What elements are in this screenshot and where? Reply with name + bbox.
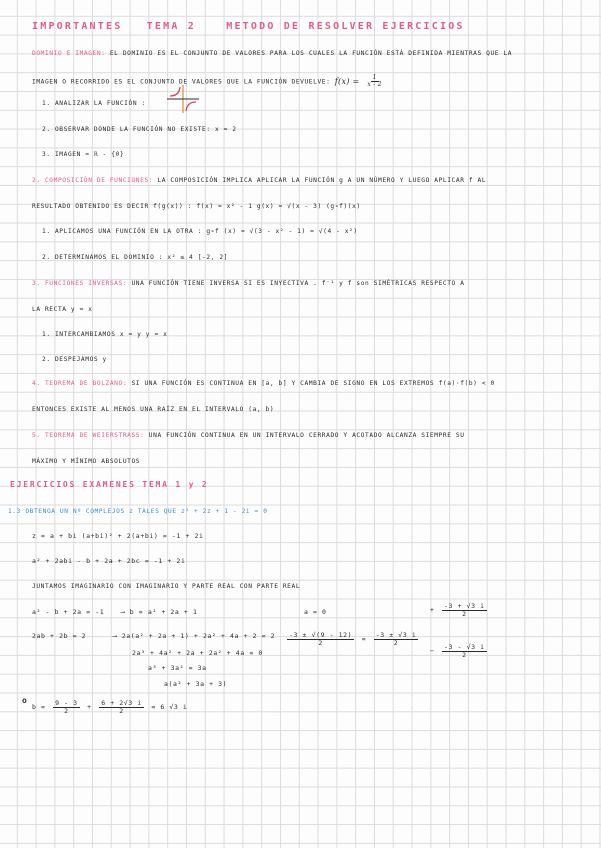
- exercise-eq4: a³ + 3a² = 3a: [148, 664, 207, 672]
- page-title: [32, 22, 465, 32]
- title-metodo: METODO DE RESOLVER EJERCICIOS: [226, 21, 465, 32]
- exercise-eq1: [32, 609, 197, 616]
- exercise-line3: JUNTAMOS IMAGINARIO CON IMAGINARIO Y PARTE REAL CON PARTE REAL: [32, 583, 301, 590]
- section3-text2: LA RECTA y = x: [32, 306, 93, 313]
- section3-step1: 1. INTERCAMBIAMOS x = y y = x: [42, 331, 168, 338]
- section1-text2: IMAGEN O RECORRIDO ES EL CONJUNTO DE VALORES QUE LA FUNCIÓN DEVUELVE:: [32, 78, 331, 86]
- exercise-line2: a² + 2abi - b + 2a + 2bc = -1 + 2i: [32, 557, 186, 565]
- root-plus-den: 2: [462, 609, 467, 618]
- section2-text1: LA COMPOSICIÓN IMPLICA APLICAR LA FUNCIÓN g A UN NÚMERO Y LUEGO APLICAR f AL: [157, 177, 487, 184]
- section4-text2: ENTONCES EXISTE AL MENOS UNA RAÍZ EN EL INTERVALO (a, b): [32, 406, 275, 413]
- b-result-line: [32, 700, 187, 714]
- eq1-right: ⟶ b = a² + 2a + 1: [120, 608, 198, 616]
- root-minus-num: -3 - √3 i: [444, 643, 485, 651]
- eq2-left: 2ab + 2b = 2: [32, 632, 87, 640]
- eq2-right: ⟶ 2a(a² + 2a + 1) + 2a² + 4a + 2 = 2: [112, 632, 276, 640]
- b-lhs: b =: [32, 703, 46, 711]
- section2-text2: RESULTADO OBTENIDO ES DECIR f(g(x)) : f(x) = x² - 1 g(x) = √(x - 3) (g∘f)(x): [32, 203, 361, 210]
- section2-step2: 2. DETERMINAMOS EL DOMINIO : x² ≤ 4 [-2, 2]: [42, 254, 228, 261]
- section1-step1: 1. ANALIZAR LA FUNCIÓN :: [42, 100, 146, 107]
- b1-den: 2: [64, 706, 69, 715]
- section3-line1: [32, 281, 465, 287]
- root-plus: [430, 603, 490, 617]
- section3-heading: 3. FUNCIONES INVERSAS:: [32, 280, 128, 287]
- eq1-left: a² - b + 2a = -1: [32, 608, 105, 616]
- quad2-den: 2: [393, 638, 399, 647]
- quad2-num: -3 ± √3 i: [375, 631, 417, 639]
- section1-step3: 3. IMAGEN = ℝ - {0}: [42, 151, 125, 158]
- section1-line2: [32, 75, 387, 88]
- section4-heading: 4. TEOREMA DE BOLZANO:: [32, 380, 128, 387]
- function-den: x - 2: [367, 81, 382, 88]
- b2-num: 6 + 2√3 i: [101, 699, 142, 707]
- section5-text1: UNA FUNCIÓN CONTINUA EN UN INTERVALO CERRADO Y ACOTADO ALCANZA SIEMPRE SU: [148, 432, 465, 439]
- section1-heading: DOMINIO E IMAGEN:: [32, 50, 106, 57]
- title-importantes: IMPORTANTES: [32, 21, 123, 32]
- section1-step2: 2. OBSERVAR DONDE LA FUNCIÓN NO EXISTE: x = 2: [42, 126, 237, 133]
- exercise-line1: z = a + bi (a+bi)² + 2(a+bi) = -1 + 2i: [32, 532, 204, 540]
- function-num: 1: [372, 74, 377, 81]
- section2-heading: 2. COMPOSICIÓN DE FUNCIONES:: [32, 177, 154, 184]
- root-minus: [430, 644, 490, 658]
- section4-line1: [32, 381, 495, 387]
- exercises-title: EJERCICIOS EXAMENES TEMA 1 y 2: [10, 480, 209, 489]
- exercise-prompt: [8, 509, 268, 515]
- exercise-eq3: 2a³ + 4a² + 2a + 2a² + 4a = 0: [132, 649, 263, 657]
- section1-line1: [32, 51, 512, 57]
- hyperbola-sketch-icon: [167, 85, 199, 113]
- function-lhs: f(x) =: [334, 76, 360, 86]
- root-plus-num: -3 + √3 i: [444, 602, 485, 610]
- section1-text1: EL DOMINIO ES EL CONJUNTO DE VALORES PARA LOS CUALES LA FUNCIÓN ESTÁ DEFINIDA MIENTRAS QUE LA: [109, 50, 513, 57]
- root-plus-sign: +: [430, 606, 435, 614]
- root-minus-den: 2: [462, 650, 467, 659]
- exercise-number: 1.3: [8, 508, 21, 515]
- exercise-eq5: a(a² + 3a + 3): [164, 680, 228, 688]
- section5-heading: 5. TEOREMA DE WEIERSTRASS:: [32, 432, 145, 439]
- quadratic-formula: [284, 632, 421, 646]
- b-result: = 6 √3 i: [151, 703, 188, 711]
- b-plus: +: [87, 703, 92, 711]
- section3-step2: 2. DESPEJAMOS y: [42, 356, 107, 363]
- quad-num: -3 ± √(9 - 12): [289, 631, 353, 639]
- exercise-prompt-text: OBTENGA UN Nº COMPLEJOS z TALES QUE z² + 2z + 1 - 2i = 0: [25, 508, 268, 515]
- function-def: [334, 74, 387, 88]
- section2-step1: 1. APLICAMOS UNA FUNCIÓN EN LA OTRA : g∘f (x) = √(3 - x² - 1) = √(4 - x²): [42, 228, 358, 235]
- exercise-eq2: [32, 633, 275, 640]
- b2-den: 2: [119, 706, 124, 715]
- bullet-marker: o: [22, 696, 28, 705]
- title-tema: TEMA 2: [146, 21, 196, 32]
- section5-line1: [32, 433, 465, 439]
- section5-text2: MÁXIMO Y MÍNIMO ABSOLUTOS: [32, 458, 141, 465]
- section4-text1: SI UNA FUNCIÓN ES CONTINUA EN [a, b] Y CAMBIA DE SIGNO EN LOS EXTREMOS f(a)·f(b) < 0: [131, 380, 495, 387]
- quad-equals: =: [361, 635, 367, 643]
- section3-text1: UNA FUNCIÓN TIENE INVERSA SI ES INYECTIVA . f⁻¹ y f son SIMÉTRICAS RESPECTO A: [131, 280, 465, 287]
- b1-num: 9 - 3: [55, 699, 78, 707]
- section2-line1: [32, 178, 486, 184]
- root-a0: a = 0: [304, 608, 327, 616]
- quad-den: 2: [318, 638, 323, 647]
- root-minus-sign: −: [430, 647, 435, 655]
